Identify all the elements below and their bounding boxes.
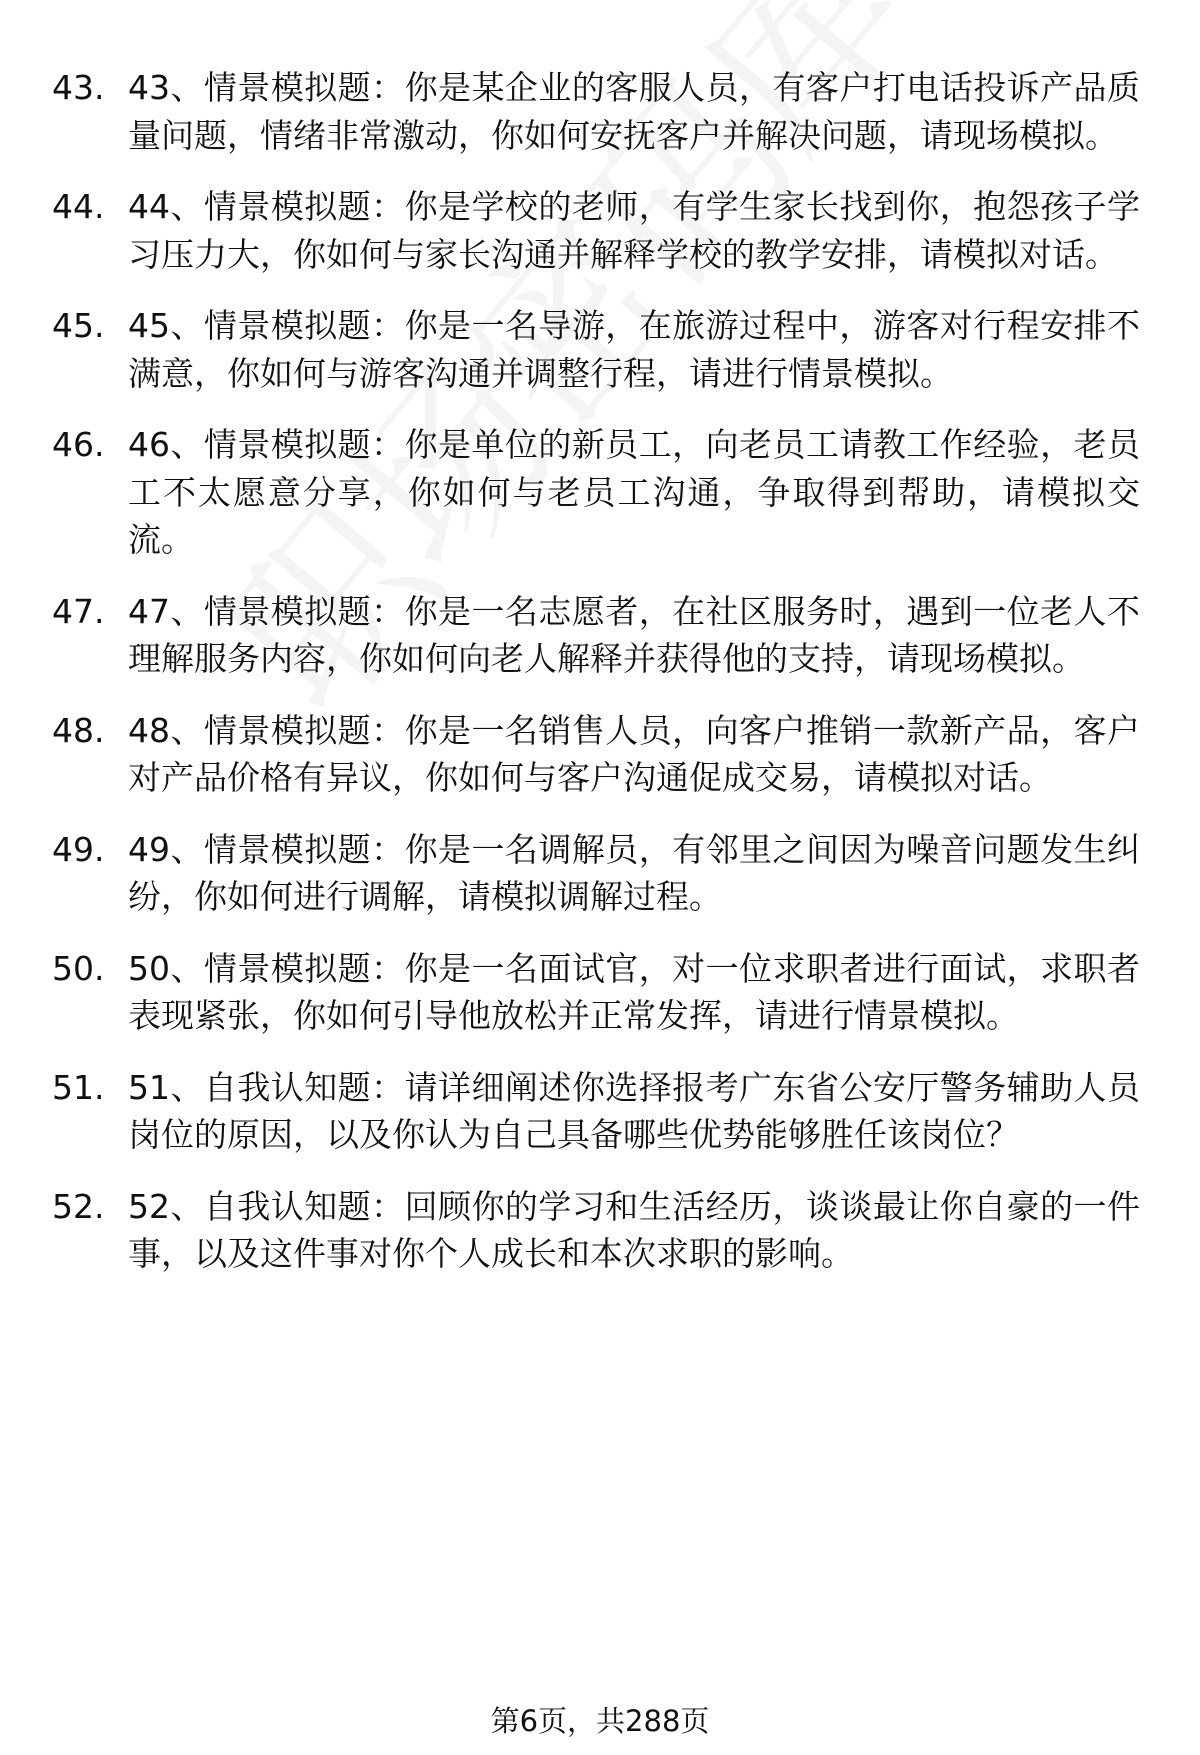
list-item	[0, 302, 1200, 397]
item-text: 47、情景模拟题：你是一名志愿者，在社区服务时，遇到一位老人不理解服务内容，你如何向老人解释并获得他的支持，请现场模拟。	[128, 591, 1140, 678]
list-item	[0, 707, 1200, 802]
item-text: 50、情景模拟题：你是一名面试官，对一位求职者进行面试，求职者表现紧张，你如何引导他放松并正常发挥，请进行情景模拟。	[128, 948, 1140, 1035]
list-item	[0, 588, 1200, 683]
item-number: 49.	[52, 829, 105, 869]
list-item	[0, 64, 1200, 159]
item-number: 45.	[52, 306, 105, 345]
item-text: 52、自我认知题：回顾你的学习和生活经历，谈谈最让你自豪的一件事，以及这件事对你个人成长和本次求职的影响。	[128, 1186, 1140, 1273]
item-number: 52.	[52, 1186, 105, 1226]
item-text: 45、情景模拟题：你是一名导游，在旅游过程中，游客对行程安排不满意，你如何与游客沟通并调整行程，请进行情景模拟。	[128, 306, 1140, 393]
list-item	[0, 421, 1200, 564]
list-item	[0, 1064, 1200, 1159]
item-text: 43、情景模拟题：你是某企业的客服人员，有客户打电话投诉产品质量问题，情绪非常激动，你如何安抚客户并解决问题，请现场模拟。	[128, 68, 1140, 155]
list-item	[0, 945, 1200, 1040]
item-number: 47.	[52, 591, 105, 631]
item-text: 51、自我认知题：请详细阐述你选择报考广东省公安厅警务辅助人员岗位的原因，以及你认为自己具备哪些优势能够胜任该岗位？	[128, 1067, 1140, 1154]
list-item	[0, 1183, 1200, 1278]
item-number: 50.	[52, 948, 105, 988]
question-list	[0, 64, 1200, 1302]
list-item	[0, 826, 1200, 921]
item-number: 46.	[52, 425, 105, 464]
item-number: 51.	[52, 1067, 105, 1107]
item-number: 43.	[52, 68, 105, 107]
item-text: 49、情景模拟题：你是一名调解员，有邻里之间因为噪音问题发生纠纷，你如何进行调解，请模拟调解过程。	[128, 829, 1140, 916]
item-text: 44、情景模拟题：你是学校的老师，有学生家长找到你，抱怨孩子学习压力大，你如何与家长沟通并解释学校的教学安排，请模拟对话。	[128, 187, 1140, 274]
page-number: 第6页，共288页	[490, 1704, 710, 1738]
item-text: 46、情景模拟题：你是单位的新员工，向老员工请教工作经验，老员工不太愿意分享，你如何与老员工沟通，争取得到帮助，请模拟交流。	[128, 425, 1140, 559]
list-item	[0, 183, 1200, 278]
item-number: 44.	[52, 187, 105, 226]
item-number: 48.	[52, 710, 105, 750]
item-text: 48、情景模拟题：你是一名销售人员，向客户推销一款新产品，客户对产品价格有异议，你如何与客户沟通促成交易，请模拟对话。	[128, 710, 1140, 797]
